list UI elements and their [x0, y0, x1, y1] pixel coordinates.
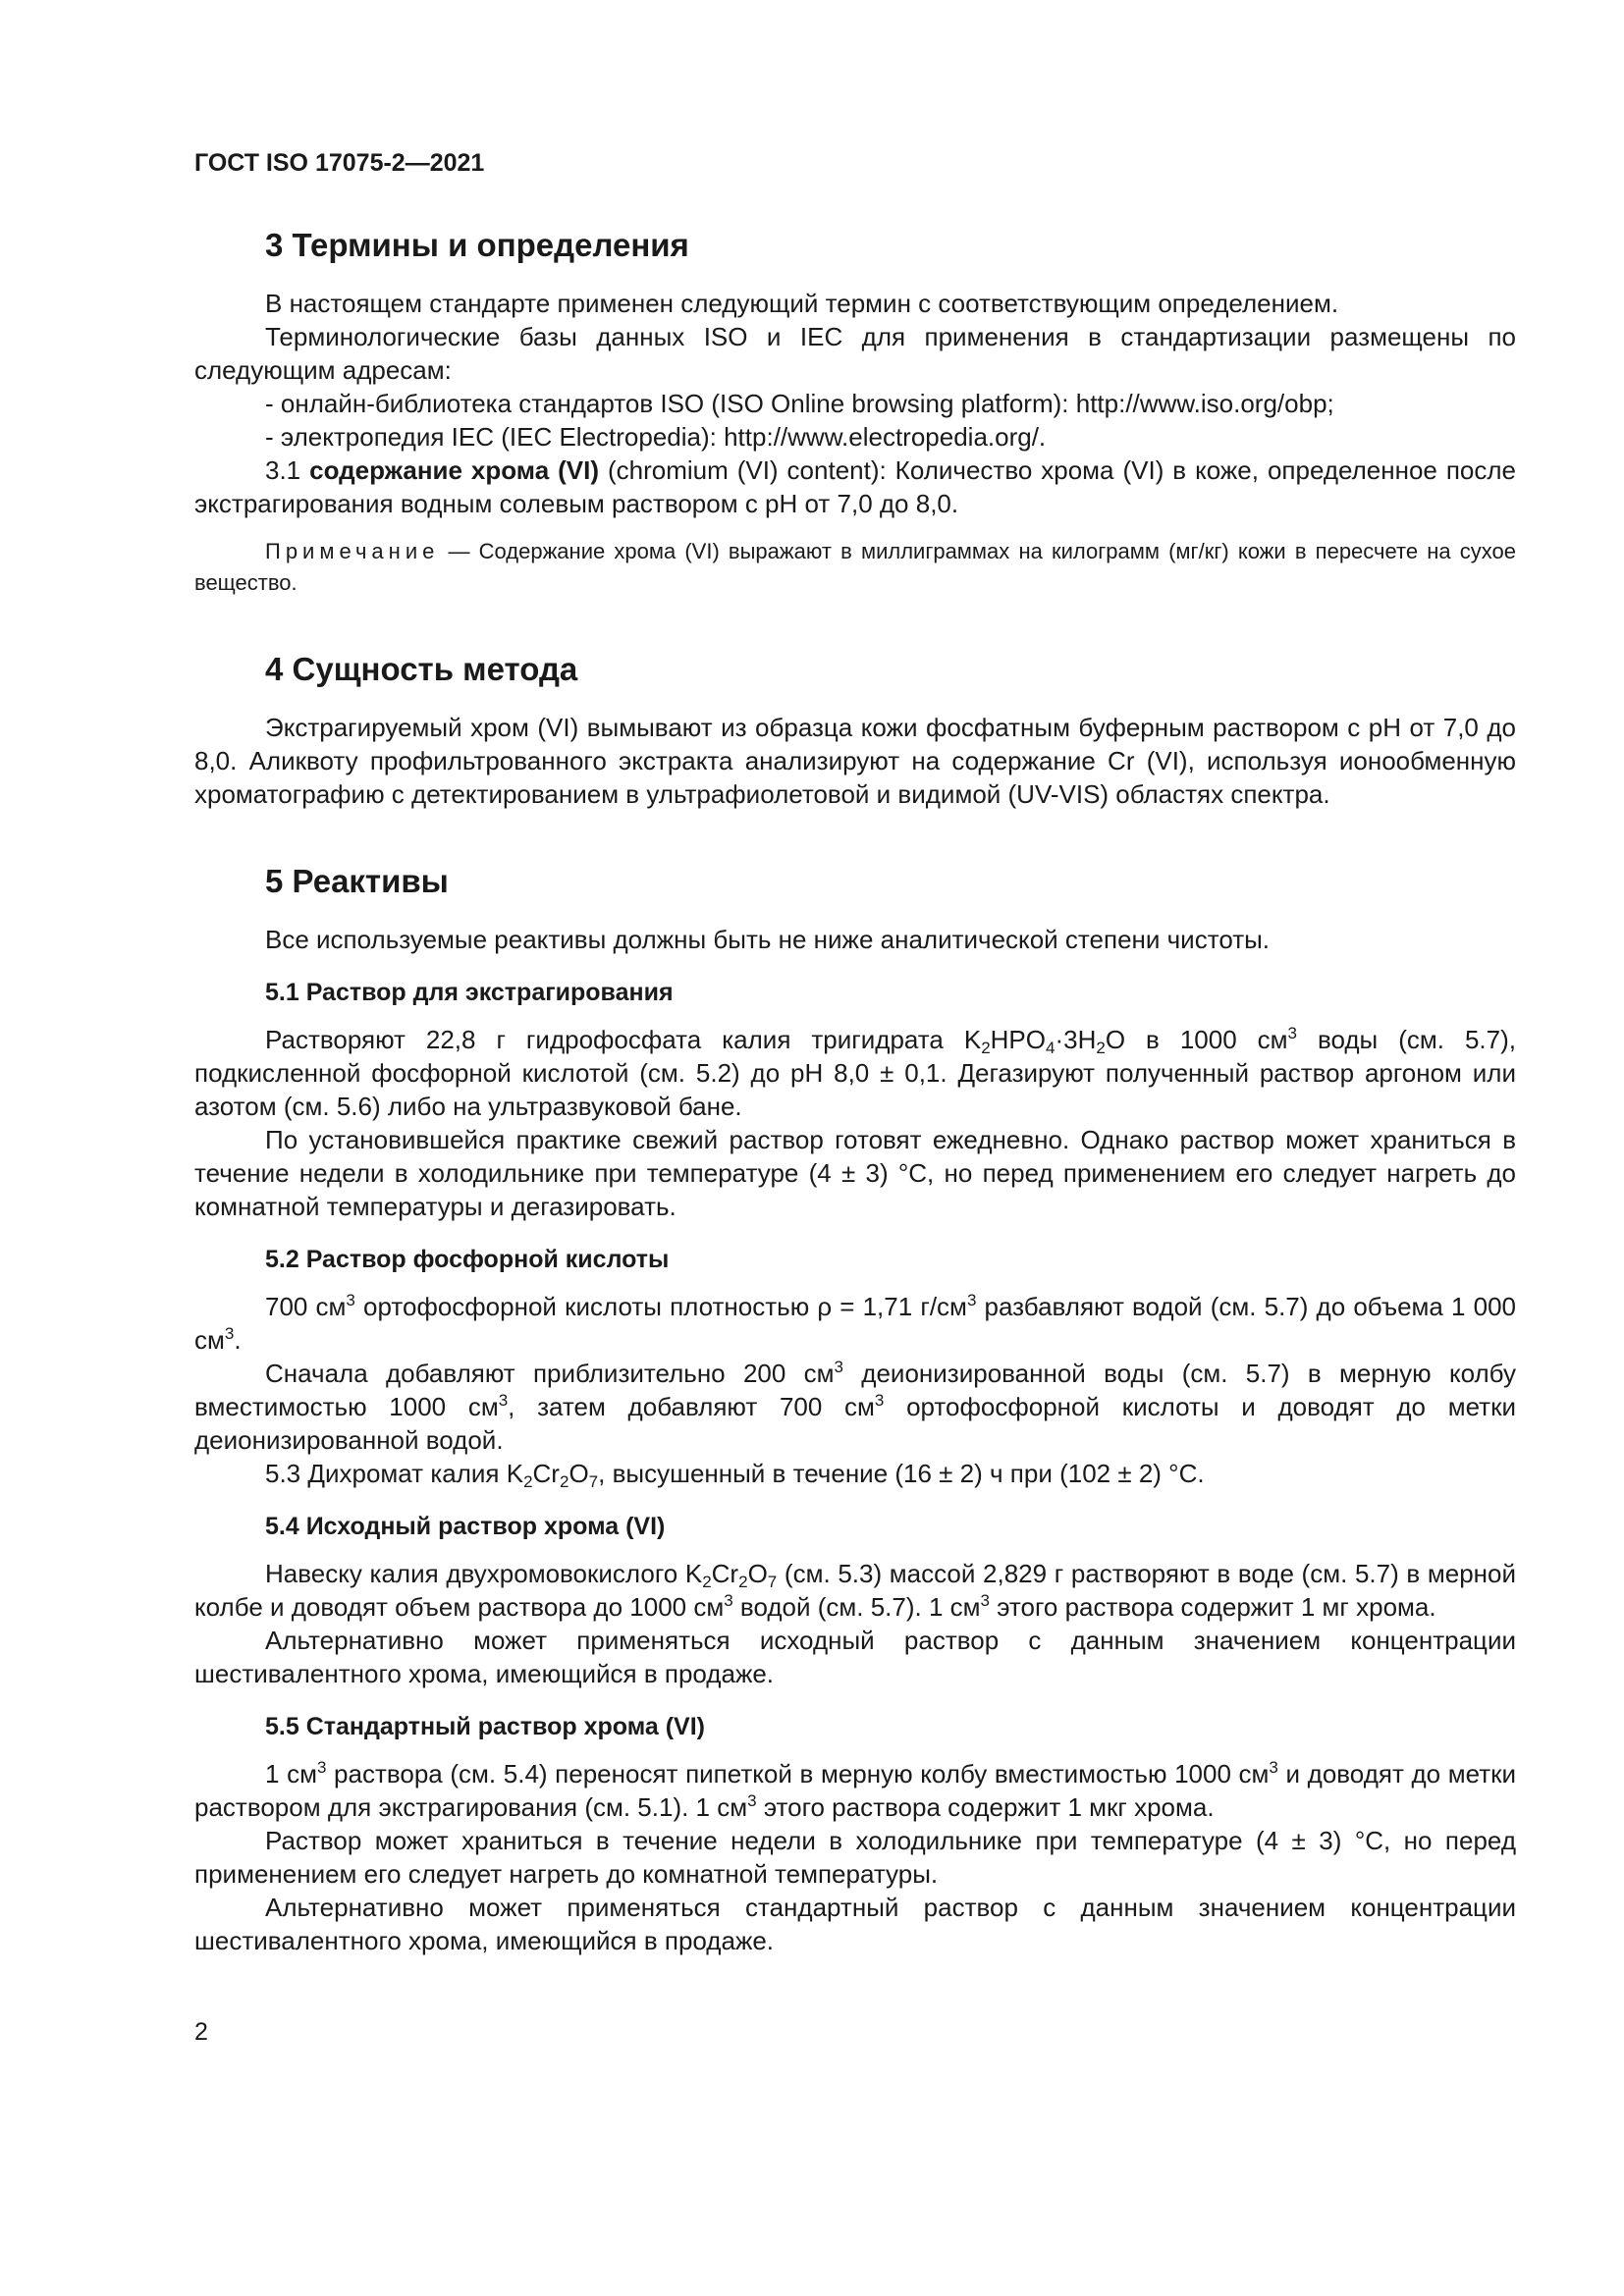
text: (см. 5.3) массой 2,829 г растворяют в воде (см. 5.7) в мерной колбе и доводят объем раствора до 1000 см [194, 1559, 1516, 1622]
superscript: 3 [498, 1391, 509, 1410]
list-item: - электропедия IEC (IEC Electropedia): http://www.electropedia.org/. [265, 422, 1047, 452]
text: HPO [990, 1025, 1046, 1054]
subsection-title: 5.1 Раствор для экстрагирования [265, 979, 674, 1006]
section-4 [194, 648, 1516, 811]
text: . [234, 1325, 242, 1355]
text: этого раствора содержит 1 мкг хрома. [756, 1792, 1215, 1822]
superscript: 3 [874, 1391, 885, 1410]
text: Cr [711, 1559, 739, 1588]
text: водой (см. 5.7). 1 см [732, 1592, 981, 1622]
text: 700 см [265, 1292, 347, 1321]
text: ·3H [1055, 1025, 1097, 1054]
section-title: 5 Реактивы [265, 863, 449, 899]
subscript: 2 [523, 1472, 533, 1491]
paragraph [194, 1023, 1516, 1123]
paragraph: Альтернативно может применяться стандартный раствор с данным значением концентрации шестивалентного хрома, имеющийся в продаже. [194, 1893, 1516, 1955]
subscript: 2 [1096, 1039, 1106, 1057]
superscript: 3 [224, 1324, 235, 1343]
note-text: — Содержание хрома (VI) выражают в миллиграммах на килограмм (мг/кг) кожи в пересчете на сухое вещество. [194, 539, 1516, 595]
paragraph [194, 1457, 1516, 1490]
text: 1 см [265, 1759, 317, 1789]
note [194, 536, 1516, 599]
paragraph: Раствор может храниться в течение недели в холодильнике при температуре (4 ± 3) °C, но перед применением его следует нагреть до комнатной температуры. [194, 1826, 1516, 1889]
text: раствора (см. 5.4) переносят пипеткой в мерную колбу вместимостью 1000 см [326, 1759, 1270, 1789]
subsection-title: 5.2 Раствор фосфорной кислоты [265, 1246, 670, 1273]
superscript: 3 [980, 1591, 990, 1610]
paragraph [194, 1290, 1516, 1357]
subscript: 7 [588, 1472, 599, 1491]
page-number: 2 [194, 2018, 208, 2046]
text: ортофосфорной кислоты и доводят до метки деионизированной водой. [194, 1392, 1516, 1455]
section-title: 3 Термины и определения [265, 227, 689, 263]
superscript: 3 [316, 1758, 327, 1777]
subsection-title: 5.4 Исходный раствор хрома (VI) [265, 1513, 666, 1540]
paragraph: Экстрагируемый хром (VI) вымывают из образца кожи фосфатным буферным раствором с рН от 7,0 до 8,0. Аликвоту профильтрованного экстракта анализируют на содержание Cr (VI), используя ионообменную хроматографию с детектированием в ультрафиолетовой и видимой (UV-VIS) областях спектра. [194, 713, 1516, 809]
superscript: 3 [1269, 1758, 1278, 1777]
list-item: - онлайн-библиотека стандартов ISO (ISO Online browsing platform): http://www.iso.org/obp; [265, 389, 1334, 418]
text: этого раствора содержит 1 мг хрома. [989, 1592, 1436, 1622]
section-3 [194, 224, 1516, 599]
superscript: 3 [724, 1591, 733, 1610]
text: O в 1000 см [1105, 1025, 1288, 1054]
paragraph [194, 1757, 1516, 1824]
paragraph: По установившейся практике свежий раствор готовят ежедневно. Однако раствор может храниться в течение недели в холодильнике при температуре (4 ± 3) °C, но перед применением его следует нагреть до комнатной температуры и дегазировать. [194, 1125, 1516, 1221]
paragraph: Терминологические базы данных ISO и IEC для применения в стандартизации размещены по следующим адресам: [194, 322, 1516, 385]
subscript: 2 [702, 1573, 712, 1591]
text: , затем добавляют 700 см [508, 1392, 875, 1421]
text: , высушенный в течение (16 ± 2) ч при (102 ± 2) °C. [598, 1459, 1205, 1488]
subscript: 2 [559, 1472, 569, 1491]
subscript: 2 [738, 1573, 748, 1591]
document-body [194, 224, 1516, 1957]
term-definition [194, 454, 1516, 520]
text: Растворяют 22,8 г гидрофосфата калия тригидрата K [265, 1025, 982, 1054]
text: O [568, 1459, 589, 1488]
term-number: 3.1 [265, 455, 310, 485]
text: воды (см. 5.7), подкисленной фосфорной кислотой (см. 5.2) до рН 8,0 ± 0,1. Дегазируют полученный раствор аргоном или азотом (см. 5.6) либо на ультразвуковой бане. [194, 1025, 1516, 1121]
note-label: Примечание [265, 539, 440, 563]
superscript: 3 [966, 1291, 977, 1309]
text: Сначала добавляют приблизительно 200 см [265, 1359, 835, 1388]
text: 5.3 Дихромат калия K [265, 1459, 524, 1488]
text: Навеску калия двухромовокислого K [265, 1559, 703, 1588]
text: ортофосфорной кислоты плотностью ρ = 1,71 г/см [354, 1292, 967, 1321]
term-text: (chromium (VI) content): Количество хрома (VI) в коже, определенное после экстрагирования водным солевым раствором с рН от 7,0 до 8,0. [194, 455, 1516, 518]
paragraph: Альтернативно может применяться исходный раствор с данным значением концентрации шестивалентного хрома, имеющийся в продаже. [194, 1626, 1516, 1688]
term: содержание хрома (VI) [309, 455, 599, 485]
subscript: 4 [1046, 1039, 1056, 1057]
superscript: 3 [346, 1291, 355, 1309]
document-header: ГОСТ ISO 17075-2—2021 [194, 149, 485, 177]
subscript: 7 [767, 1573, 778, 1591]
text: и доводят до метки раствором для экстрагирования (см. 5.1). 1 см [194, 1759, 1516, 1822]
paragraph [194, 1357, 1516, 1457]
superscript: 3 [834, 1358, 843, 1376]
text: Cr [532, 1459, 560, 1488]
subsection-title: 5.5 Стандартный раствор хрома (VI) [265, 1713, 705, 1740]
section-title: 4 Сущность метода [265, 651, 578, 687]
section-5 [194, 860, 1516, 1957]
paragraph: В настоящем стандарте применен следующий термин с соответствующим определением. [265, 289, 1339, 318]
text: деионизированной воды (см. 5.7) в мерную колбу вместимостью 1000 см [194, 1359, 1517, 1421]
paragraph [194, 1557, 1516, 1624]
paragraph: Все используемые реактивы должны быть не ниже аналитической степени чистоты. [265, 925, 1271, 954]
text: O [747, 1559, 768, 1588]
text: разбавляют водой (см. 5.7) до объема 1 000 см [194, 1292, 1516, 1355]
superscript: 3 [1287, 1024, 1297, 1042]
superscript: 3 [747, 1791, 757, 1810]
subscript: 2 [981, 1039, 991, 1057]
